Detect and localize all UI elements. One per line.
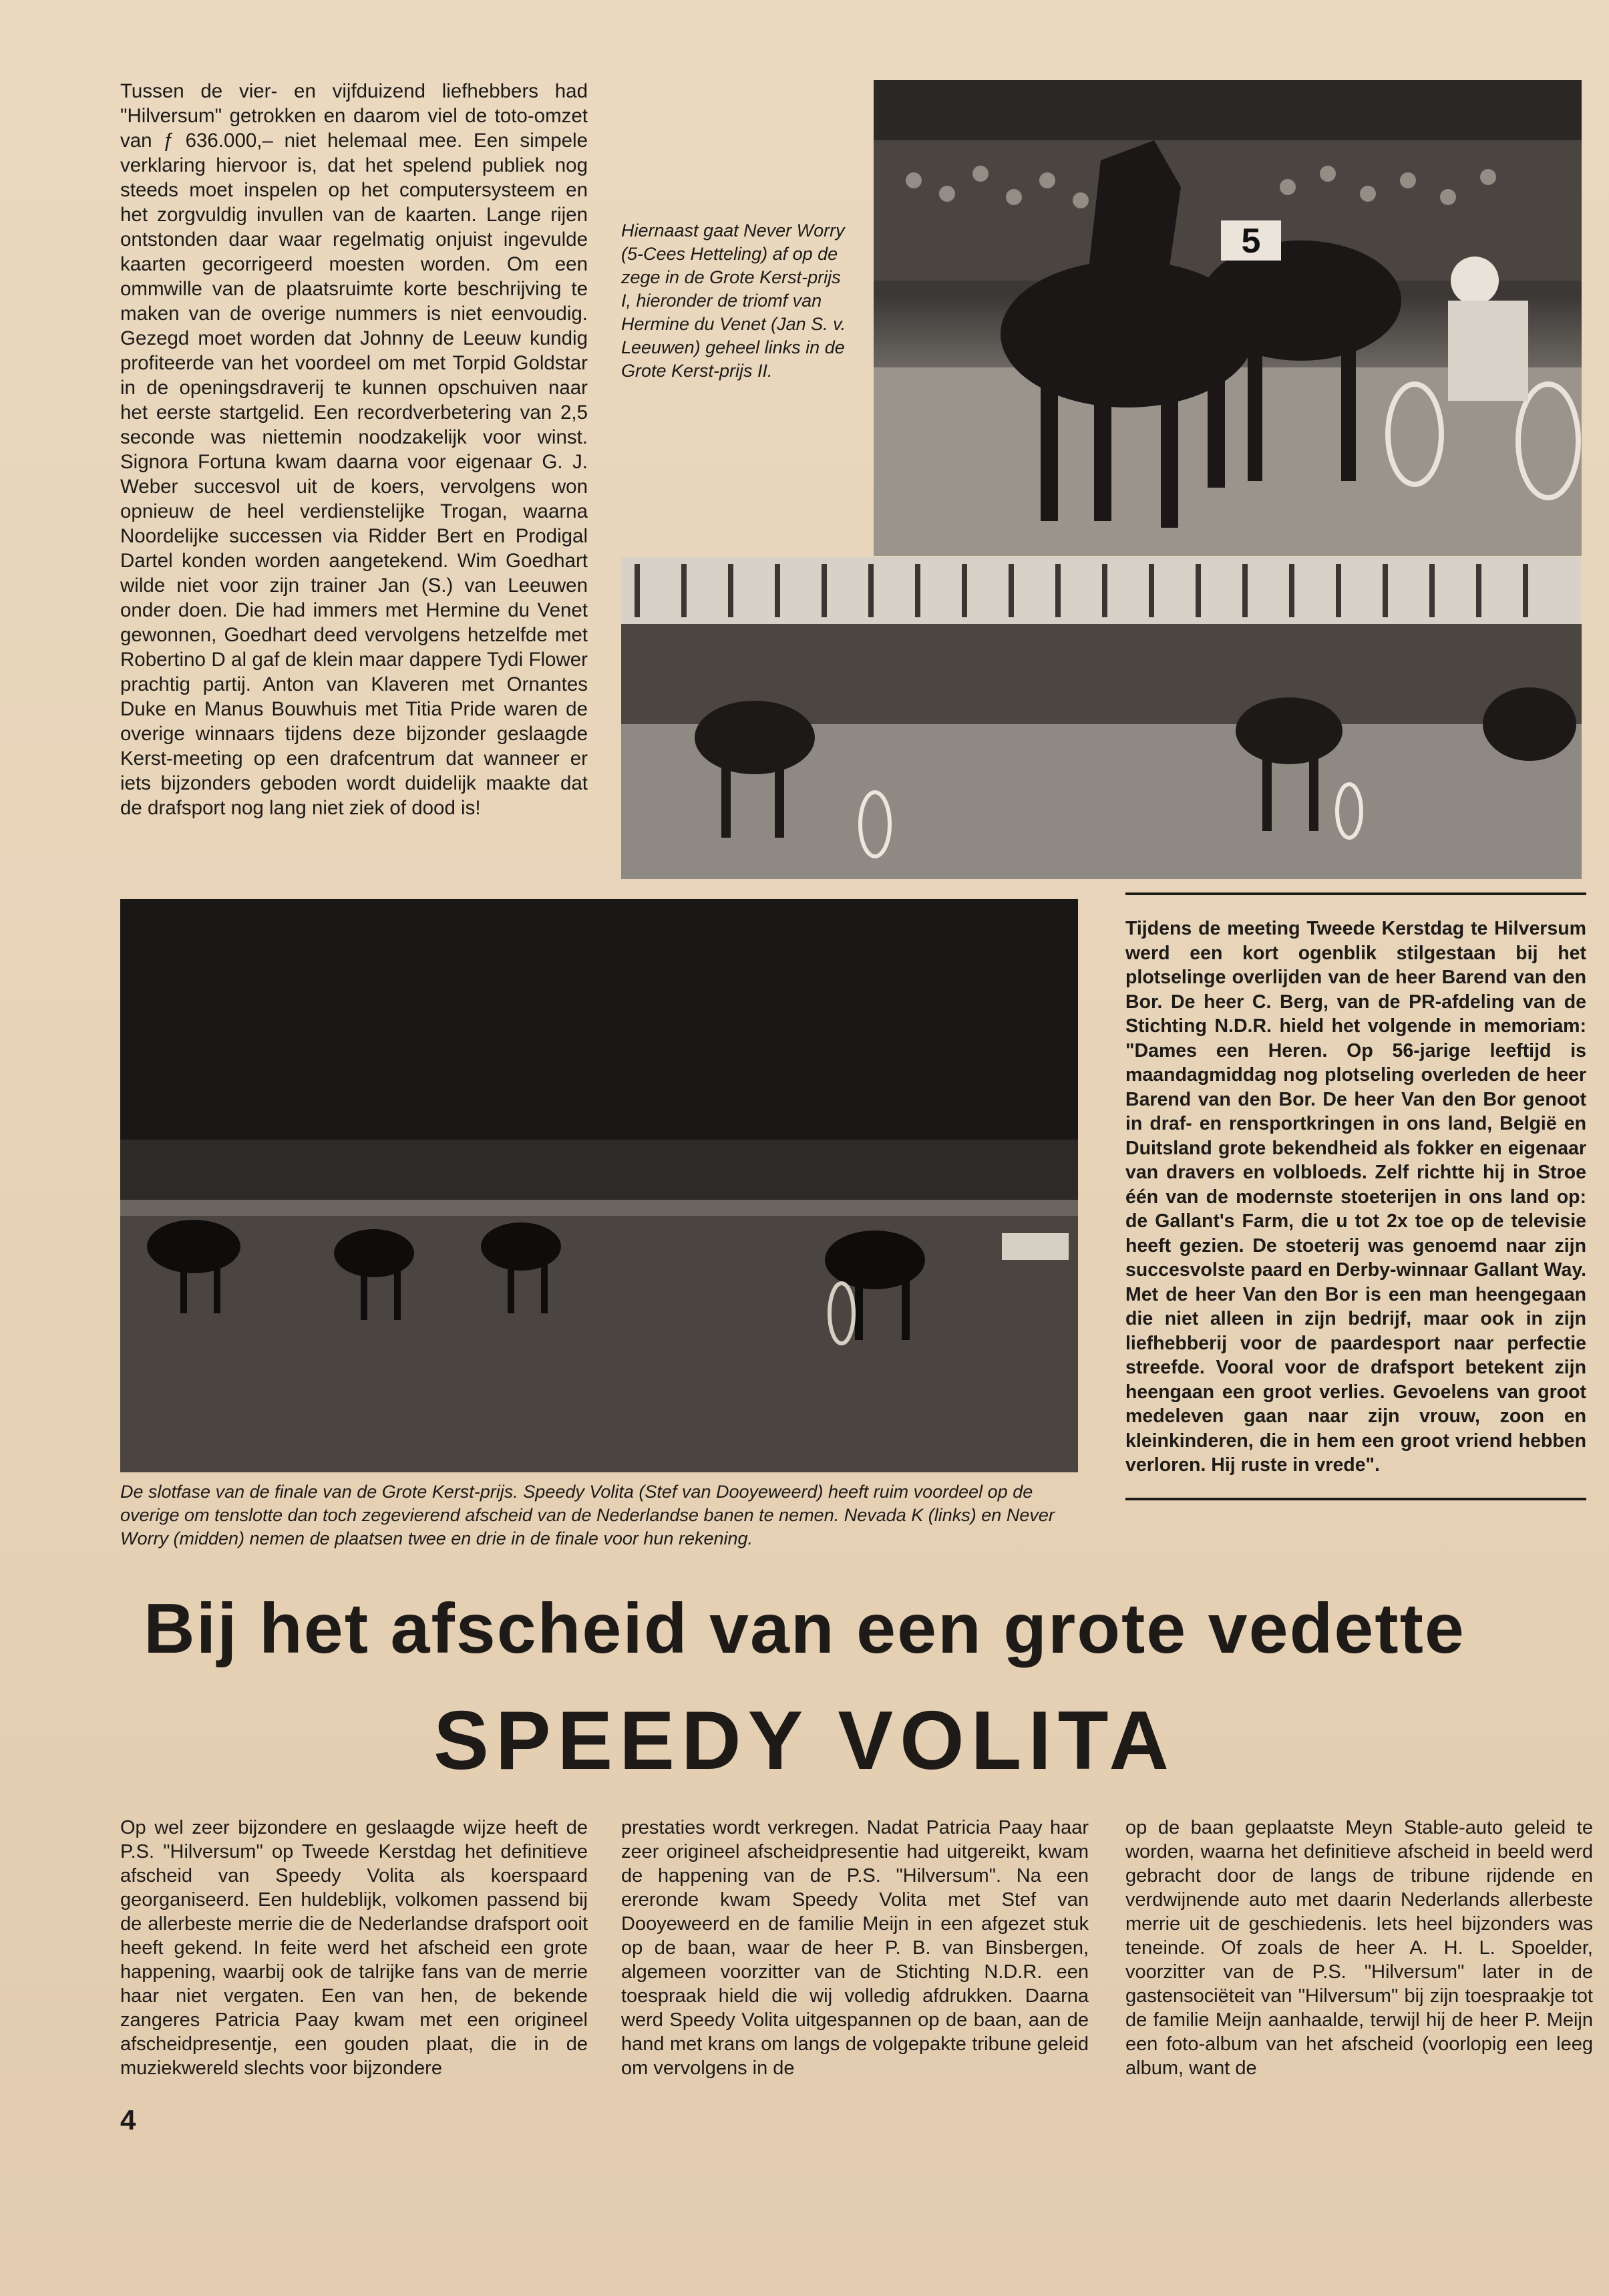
race-photo-finale-speedy-volita xyxy=(120,899,1078,1472)
article-column-1: Op wel zeer bijzondere en geslaagde wijze heeft de P.S. "Hilversum" op Tweede Kerstdag het definitieve afscheid van Speedy Volita als koerspaard georganiseerd. Een huldeblijk, volkomen passend bij de allerbeste merrie die de Nederlandse drafsport ooit heeft gekend. In feite werd het afscheid een grote happening, waarbij ook de talrijke fans van de merrie haar niet vergaten. Een van hen, de bekende zangeres Patricia Paay kwam met een origineel afscheidpresentje, een gouden plaat, die in de muziekwereld slechts voor bijzondere xyxy=(120,1817,588,2079)
memoriam-box: Tijdens de meeting Tweede Kerstdag te Hilversum werd een kort ogenblik stilgestaan bij het plotselinge overlijden van de heer Barend van den Bor. De heer C. Berg, van de PR-afdeling van de Stichting N.D.R. hield het volgende in memoriam: "Dames een Heren. Op 56-jarige leeftijd is maandagmiddag nog plotseling overleden de heer Barend van den Bor. De heer Van den Bor genoot in draf- en rensportkringen in ons land, België en Duitsland grote bekendheid als fokker en eigenaar van dravers en volbloeds. Zelf richtte hij in Stroe één van de modernste stoeterijen in ons land op: de Gallant's Farm, die u tot 2x toe op de televisie heeft gezien. De stoeterij was genoemd naar zijn succesvolste paard en Derby-winnaar Gallant Way. Met de heer Van den Bor is een man heengegaan die niet alleen in zijn bedrijf, maar ook in zijn liefhebberij voor de paardesport naar perfectie streefde. Vooral voor de drafsport betekent zijn heengaan een groot verlies. Gevoelens van groot medeleven gaan naar zijn vrouw, zoon en kleinkinderen, die in hem een groot vriend hebben verloren. Hij ruste in vrede". xyxy=(1125,892,1586,1500)
race-photo-hermine-du-venet xyxy=(621,557,1582,879)
top-photo-caption: Hiernaast gaat Never Worry (5-Cees Hetteling) af op de zege in de Grote Kerst-prijs I, hieronder de triomf van Hermine du Venet (Jan S. v. Leeuwen) geheel links in de Grote Kerst-prijs II. xyxy=(621,220,846,381)
finale-photo-caption: De slotfase van de finale van de Grote Kerst-prijs. Speedy Volita (Stef van Dooyeweerd) heeft ruim voordeel op de overige om tenslotte dan toch zegevierend afscheid van de Nederlandse banen te nemen. Nevada K (links) en Never Worry (midden) nemen de plaatsen twee en drie in de finale voor hun rekening. xyxy=(120,1482,1055,1548)
article-paragraph: Tussen de vier- en vijfduizend liefhebbers had "Hilversum" getrokken en daarom viel de toto-omzet van ƒ 636.000,– niet helemaal mee. Een simpele verklaring hiervoor is, dat het spelend publiek nog steeds moet inspelen op het computersysteem en het zorgvuldig invullen van de kaarten. Lange rijen ontstonden daar waar regelmatig onjuist ingevulde kaarten gecorrigeerd moesten worden. Om een ommwille van de plaatsruimte korte beschrijving te maken van de overige nummers is niet eenvoudig. Gezegd moet worden dat Johnny de Leeuw kundig profiteerde van het voordeel om met Torpid Goldstar in de openingsdraverij te kunnen opschuiven naar het eerste startgelid. Een recordverbetering van 2,5 seconde was niettemin noodzakelijk voor winst. Signora Fortuna kwam daarna voor eigenaar G. J. Weber succesvol uit de koers, vervolgens won opnieuw de heel verdienstelijke Trogan, waarna Noordelijke successen via Ridder Bert en Prodigal Dartel konden worden aangetekend. Wim Goedhart wilde niet voor zijn trainer Jan (S.) van Leeuwen onder doen. Die had immers met Hermine du Venet gewonnen, Goedhart deed vervolgens hetzelfde met Robertino D al gaf de klein maar dappere Tydi Flower prachtig partij. Anton van Klaveren met Ornantes Duke en Manus Bouwhuis met Titia Pride waren de overige winnaars tijdens deze bijzonder geslaagde Kerst-meeting op een drafcentrum dat wanneer er iets bijzonders geboden wordt duidelijk maakte dat de drafsport nog lang niet ziek of dood is! xyxy=(120,80,588,819)
article-headline: Bij het afscheid van een grote vedette xyxy=(144,1589,1465,1668)
article-column-3: op de baan geplaatste Meyn Stable-auto geleid te worden, waarna het definitieve afscheid in beeld werd gebracht door de langs de tribune rijdende en verdwijnende auto met daarin Nederlands allerbeste merrie uit de geschiedenis. Iets heel bijzonders was teneinde. Of zoals de heer A. H. L. Spoelder, voorzitter van de P.S. "Hilversum" later in de gastensociëteit van "Hilversum" bij zijn toespraakje tot de familie Meijn aanhaalde, terwijl hij de heer P. Meijn een foto-album van het afscheid (voorlopig een leeg album, want de xyxy=(1125,1817,1593,2079)
page-number: 4 xyxy=(120,2104,136,2136)
article-column-2: prestaties wordt verkregen. Nadat Patricia Paay haar zeer origineel afscheidpresentie had uitgereikt, kwam de happening van de P.S. "Hilversum". Na een ereronde kwam Speedy Volita met Stef van Dooyeweerd en de familie Meijn in een afgezet stuk op de baan, waar de heer P. B. van Binsbergen, algemeen voorzitter van de Stichting N.D.R. een toespraak hield die wij volledig afdrukken. Daarna werd Speedy Volita uitgespannen op de baan, aan de hand met krans om langs de volgepakte tribune geleid om vervolgens in de xyxy=(621,1817,1089,2079)
race-photo-never-worry xyxy=(874,80,1582,556)
article-column-top-left xyxy=(120,79,588,820)
article-subheadline: SPEEDY VOLITA xyxy=(433,1695,1176,1787)
saddle-number-cloth: 5 xyxy=(1241,222,1261,261)
